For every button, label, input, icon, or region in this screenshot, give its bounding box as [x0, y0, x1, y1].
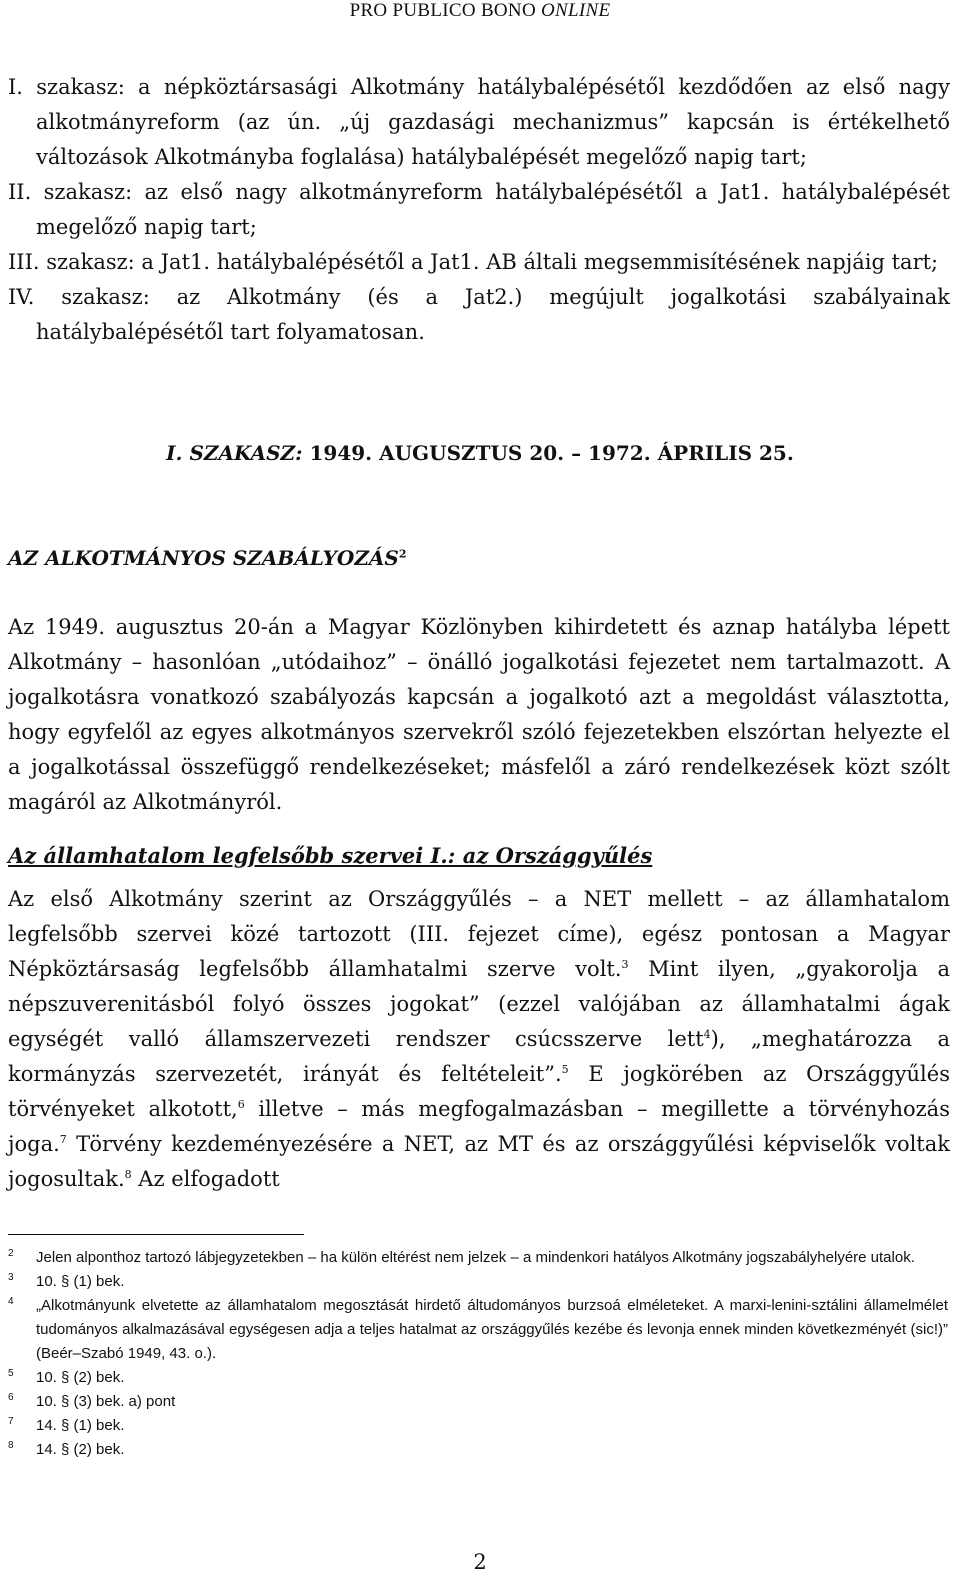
footnote-number: 4 [8, 1296, 14, 1307]
footnote [8, 1438, 948, 1462]
footnote-ref[interactable]: 3 [621, 958, 629, 971]
footnote-ref[interactable]: 7 [59, 1133, 67, 1146]
footnote [8, 1294, 948, 1366]
paragraph-text: Törvény kezdeményezésére a NET, az MT és az országgyűlési képviselők voltak jogosultak. [8, 1132, 950, 1191]
footnote [8, 1414, 948, 1438]
footnote-number: 5 [8, 1368, 14, 1379]
footnote [8, 1246, 948, 1270]
section-title-dates: 1949. AUGUSZTUS 20. – 1972. ÁPRILIS 25. [302, 441, 794, 465]
footnote-text: 10. § (1) bek. [36, 1273, 125, 1290]
footnote-text: „Alkotmányunk elvetette az államhatalom megosztását hirdető áltudományos burzsoá elméleteket. A marxi-lenini-sztálini államelmélet tudományos alkalmazásával egységesen adja a teljes hatalmat az országgyűlés kezébe és levonja ennek minden következményét (sic!)” (Beér–Szabó 1949, 43. o.). [36, 1297, 948, 1362]
footnote-number: 6 [8, 1392, 14, 1403]
subheading: Az államhatalom legfelsőbb szervei I.: az Országgyűlés [8, 843, 653, 868]
paragraph-text: Az első Alkotmány szerint az Országgyűlés – a NET mellett – az államhatalom legfelsőbb szervei közé tartozott (III. fejezet címe), egész pontosan a Magyar Népköztársaság legfelsőbb államhatalmi szerve volt. [8, 887, 950, 981]
footnote-number: 7 [8, 1416, 14, 1427]
footnote-divider [8, 1234, 304, 1235]
running-head-online: ONLINE [541, 0, 611, 21]
period-item: II. szakasz: az első nagy alkotmányreform hatálybalépésétől a Jat1. hatálybalépését megelőző napig tart; [8, 180, 950, 239]
paragraph-text: Mint ilyen, „gyakorolja a népszuverenitásból folyó összes jogokat” (ezzel valójában az államhatalmi ágak egységét valló államszervezeti rendszer csúcsszerve lett [8, 957, 950, 1051]
footnote-ref[interactable]: 5 [561, 1063, 569, 1076]
section-title [0, 440, 960, 466]
paragraph-text: ), „meghatározza a kormányzás szervezetét, irányát és feltételeit”. [8, 1027, 950, 1086]
period-item: I. szakasz: a népköztársasági Alkotmány hatálybalépésétől kezdődően az első nagy alkotmányreform (az ún. „új gazdasági mechanizmus” kapcsán is értékelhető változások Alkotmányba foglalása) hatálybalépését megelőző napig tart; [8, 75, 950, 169]
section-title-label: I. SZAKASZ: [166, 441, 303, 465]
footnote [8, 1270, 948, 1294]
paragraph-text: Az elfogadott [131, 1167, 280, 1191]
running-head [0, 0, 960, 22]
running-head-title: PRO PUBLICO BONO [349, 0, 542, 21]
footnote-text: 10. § (3) bek. a) pont [36, 1393, 176, 1410]
footnote-number: 3 [8, 1272, 14, 1283]
footnote-number: 2 [8, 1248, 14, 1259]
paragraph-text: E jogkörében az Országgyűlés törvényeket alkotott, [8, 1062, 950, 1121]
subsection-title-text: AZ ALKOTMÁNYOS SZABÁLYOZÁS [8, 546, 399, 570]
subsection-title [8, 545, 407, 571]
footnote-text: 10. § (2) bek. [36, 1369, 125, 1386]
footnote-text: Jelen alponthoz tartozó lábjegyzetekben – ha külön eltérést nem jelzek – a mindenkori hatályos Alkotmány jogszabályhelyére utalok. [36, 1249, 915, 1266]
footnote-number: 8 [8, 1440, 14, 1451]
footnote-ref[interactable]: 8 [124, 1168, 132, 1181]
footnote-text: 14. § (2) bek. [36, 1441, 125, 1458]
period-item: IV. szakasz: az Alkotmány (és a Jat2.) megújult jogalkotási szabályainak hatálybalépésétől tart folyamatosan. [8, 285, 950, 344]
footnote [8, 1390, 948, 1414]
body-paragraph [8, 882, 950, 1197]
footnote-list [8, 1246, 948, 1462]
period-item: III. szakasz: a Jat1. hatálybalépésétől a Jat1. AB általi megsemmisítésének napjáig tart; [8, 250, 939, 274]
paragraph-text: illetve – más megfogalmazásban – megillette a törvényhozás joga. [8, 1097, 950, 1156]
footnote-ref[interactable]: 2 [398, 547, 407, 561]
footnote-ref[interactable]: 6 [237, 1098, 245, 1111]
page-number: 2 [473, 1550, 487, 1574]
footnote-text: 14. § (1) bek. [36, 1417, 125, 1434]
footnote-ref[interactable]: 4 [703, 1028, 711, 1041]
period-list [8, 70, 950, 350]
footnote [8, 1366, 948, 1390]
body-paragraph: Az 1949. augusztus 20-án a Magyar Közlönyben kihirdetett és aznap hatályba lépett Alkotmány – hasonlóan „utódaihoz” – önálló jogalkotási fejezetet nem tartalmazott. A jogalkotásra vonatkozó szabályozás kapcsán a jogalkotó azt a megoldást választotta, hogy egyfelől az egyes alkotmányos szervekről szóló fejezetekben elszórtan helyezte el a jogalkotással összefüggő rendelkezéseket; másfelől a záró rendelkezések közt szólt magáról az Alkotmányról. [8, 615, 950, 814]
